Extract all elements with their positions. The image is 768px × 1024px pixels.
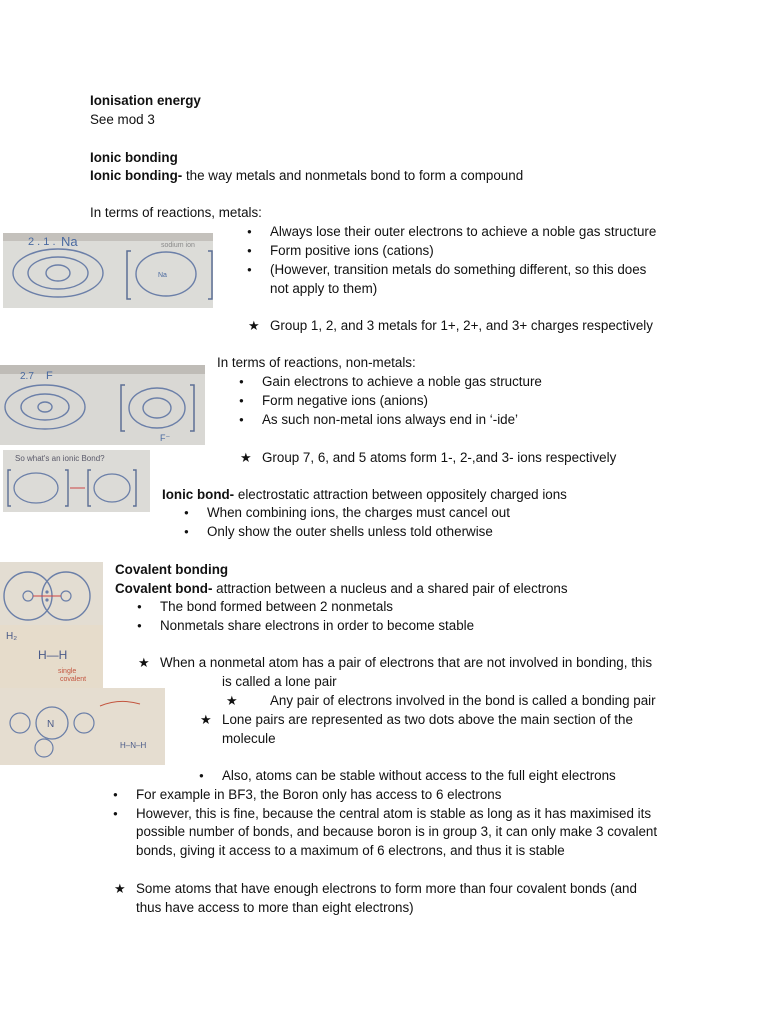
ionic-bond-text: electrostatic attraction between oppositely charged ions xyxy=(234,487,567,502)
bonding-pair-note: Any pair of electrons involved in the bond is called a bonding pair xyxy=(270,693,656,708)
ionic-def-text: the way metals and nonmetals bond to form a compound xyxy=(182,168,524,183)
covalent-definition xyxy=(115,580,568,599)
ionic-bond-term: Ionic bond- xyxy=(162,487,235,502)
boron-explanation-1: ● However, this is fine, because the central atom is stable as long as it has maximised its xyxy=(136,805,651,824)
svg-text:sodium ion: sodium ion xyxy=(161,242,195,249)
star-icon: ★ xyxy=(248,318,260,333)
covalent-def-text: attraction between a nucleus and a shared pair of electrons xyxy=(212,581,568,596)
covalent-heading: Covalent bonding xyxy=(115,562,229,577)
covalent-def-term: Covalent bond- xyxy=(115,581,213,596)
star-icon: ★ xyxy=(226,693,238,708)
fluoride-ion-photo xyxy=(0,365,205,445)
svg-text:2 . 1 .: 2 . 1 . xyxy=(28,236,56,248)
lone-pair-line-2: is called a lone pair xyxy=(222,674,337,689)
ionisation-ref: See mod 3 xyxy=(90,112,155,127)
photo-f-label: F xyxy=(46,370,53,382)
nonmetals-point-1: ● Gain electrons to achieve a noble gas structure xyxy=(262,373,542,392)
lone-rep-line-2: molecule xyxy=(222,731,276,746)
svg-text:covalent: covalent xyxy=(60,676,87,683)
covalent-point-1: ● The bond formed between 2 nonmetals xyxy=(160,598,393,617)
star-icon: ★ xyxy=(138,655,150,670)
boron-explanation-2: possible number of bonds, and because boron is in group 3, it can only make 3 covalent xyxy=(136,824,658,839)
star-icon: ★ xyxy=(114,881,126,896)
svg-text:N: N xyxy=(47,719,55,730)
ammonia-molecule-photo xyxy=(0,688,165,765)
svg-text:2.7: 2.7 xyxy=(20,371,34,382)
expanded-octet-2: thus have access to more than eight electrons) xyxy=(136,900,414,915)
metals-intro: In terms of reactions, metals: xyxy=(90,205,262,220)
star-icon: ★ xyxy=(200,712,212,727)
bf3-example: ● For example in BF3, the Boron only has access to 6 electrons xyxy=(136,786,501,805)
covalent-point-2: ● Nonmetals share electrons in order to become stable xyxy=(160,617,474,636)
svg-text:So what's an ionic Bond?: So what's an ionic Bond? xyxy=(15,454,105,463)
svg-text:H₂: H₂ xyxy=(6,631,18,642)
svg-text:H–N–H: H–N–H xyxy=(120,741,147,750)
nonmetals-intro: In terms of reactions, non-metals: xyxy=(217,355,416,370)
svg-text:F⁻: F⁻ xyxy=(160,433,171,443)
metals-star-note: Group 1, 2, and 3 metals for 1+, 2+, and 3+ charges respectively xyxy=(270,318,653,333)
nonmetals-point-3: ● As such non-metal ions always end in ‘-ide’ xyxy=(262,411,518,430)
photo-na-label: Na xyxy=(61,234,78,249)
metals-point-2: ● Form positive ions (cations) xyxy=(270,242,434,261)
ionic-definition xyxy=(90,167,523,186)
metals-point-3-cont: not apply to them) xyxy=(270,281,378,296)
svg-text:Na: Na xyxy=(158,272,167,279)
ionic-def-term: Ionic bonding- xyxy=(90,168,183,183)
hydrogen-molecule-photo xyxy=(0,625,103,688)
svg-text:single: single xyxy=(58,668,77,675)
stable-note: ● Also, atoms can be stable without access to the full eight electrons xyxy=(222,767,616,786)
ionic-bond-point-2: ● Only show the outer shells unless told otherwise xyxy=(207,523,493,542)
ionisation-heading: Ionisation energy xyxy=(90,93,201,108)
ionic-heading: Ionic bonding xyxy=(90,150,178,165)
expanded-octet-1: Some atoms that have enough electrons to form more than four covalent bonds (and xyxy=(136,881,637,896)
nonmetals-star-note: Group 7, 6, and 5 atoms form 1-, 2-,and 3- ions respectively xyxy=(262,450,617,465)
ionic-bond-definition xyxy=(162,486,567,505)
lone-pair-line-1: When a nonmetal atom has a pair of electrons that are not involved in bonding, this xyxy=(160,655,653,670)
star-icon: ★ xyxy=(240,450,252,465)
metals-point-1: ● Always lose their outer electrons to achieve a noble gas structure xyxy=(270,223,656,242)
boron-explanation-3: bonds, giving it access to a maximum of 6 electrons, and thus it is stable xyxy=(136,843,565,858)
ionic-bond-point-1: ● When combining ions, the charges must cancel out xyxy=(207,504,510,523)
covalent-bond-photo xyxy=(0,562,103,625)
lone-rep-line-1: Lone pairs are represented as two dots above the main section of the xyxy=(222,712,633,727)
ionic-bond-photo xyxy=(3,450,150,512)
nonmetals-point-2: ● Form negative ions (anions) xyxy=(262,392,428,411)
metals-point-3: ● (However, transition metals do something different, so this does xyxy=(270,261,646,280)
sodium-ion-photo xyxy=(3,233,213,308)
svg-text:H—H: H—H xyxy=(38,648,68,662)
